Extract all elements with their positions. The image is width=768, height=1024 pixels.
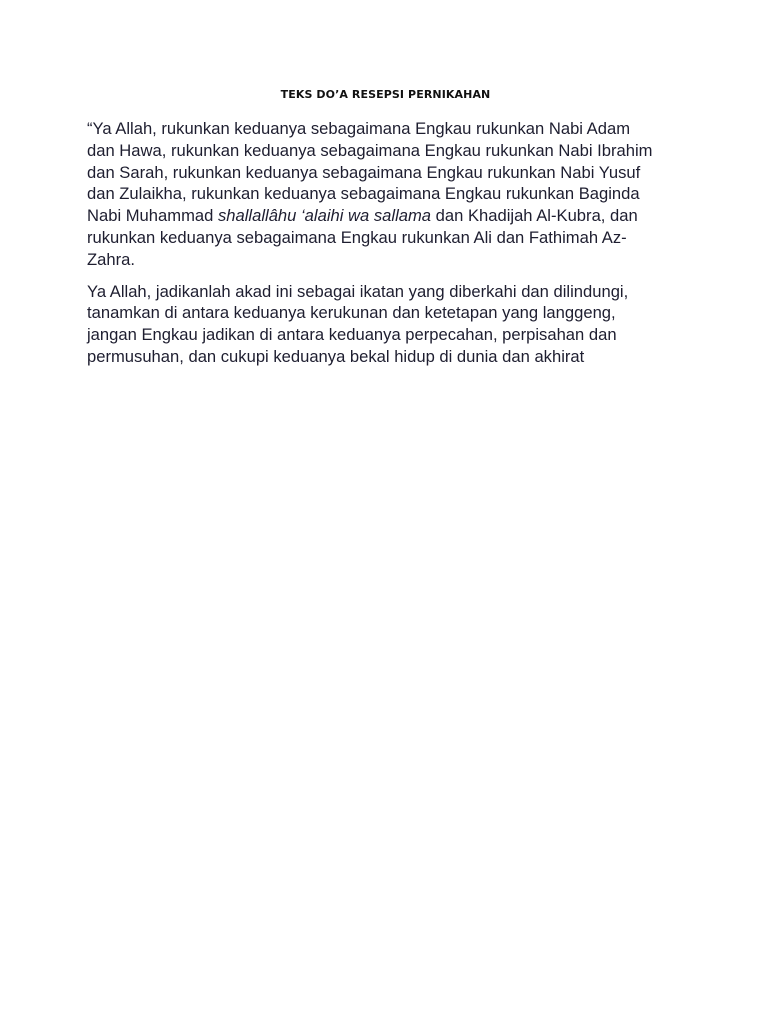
paragraph-line: “Ya Allah, rukunkan keduanya sebagaimana Engkau rukunkan Nabi Adam (87, 119, 631, 138)
line-text-end: dan Khadijah Al-Kubra, dan (431, 206, 638, 226)
paragraph-prayer-harmony (87, 118, 684, 271)
paragraph-line: rukunkan keduanya sebagaimana Engkau rukunkan Ali dan Fathimah Az- (87, 227, 627, 247)
paragraph-line: tanamkan di antara keduanya kerukunan dan ketetapan yang langgeng, (87, 303, 616, 323)
document-title: TEKS DO’A RESEPSI PERNIKAHAN (280, 88, 491, 101)
paragraph-line: permusuhan, dan cukupi keduanya bekal hidup di dunia dan akhirat (87, 346, 585, 366)
paragraph-line: Zahra. (87, 249, 135, 269)
paragraph-line: dan Hawa, rukunkan keduanya sebagaimana Engkau rukunkan Nabi Ibrahim (87, 140, 653, 160)
paragraph-line: jangan Engkau jadikan di antara keduanya perpecahan, perpisahan dan (87, 325, 617, 345)
paragraph-line: dan Sarah, rukunkan keduanya sebagaimana Engkau rukunkan Nabi Yusuf (87, 162, 641, 182)
paragraph-line (87, 205, 684, 227)
paragraph-line: Ya Allah, jadikanlah akad ini sebagai ikatan yang diberkahi dan dilindungi, (87, 281, 629, 301)
paragraph-line: dan Zulaikha, rukunkan keduanya sebagaimana Engkau rukunkan Baginda (87, 184, 640, 204)
italic-phrase: shallallâhu ‘alaihi wa sallama (217, 206, 432, 226)
line-text-start: Nabi Muhammad (87, 206, 218, 226)
paragraph-prayer-blessing (87, 281, 684, 368)
